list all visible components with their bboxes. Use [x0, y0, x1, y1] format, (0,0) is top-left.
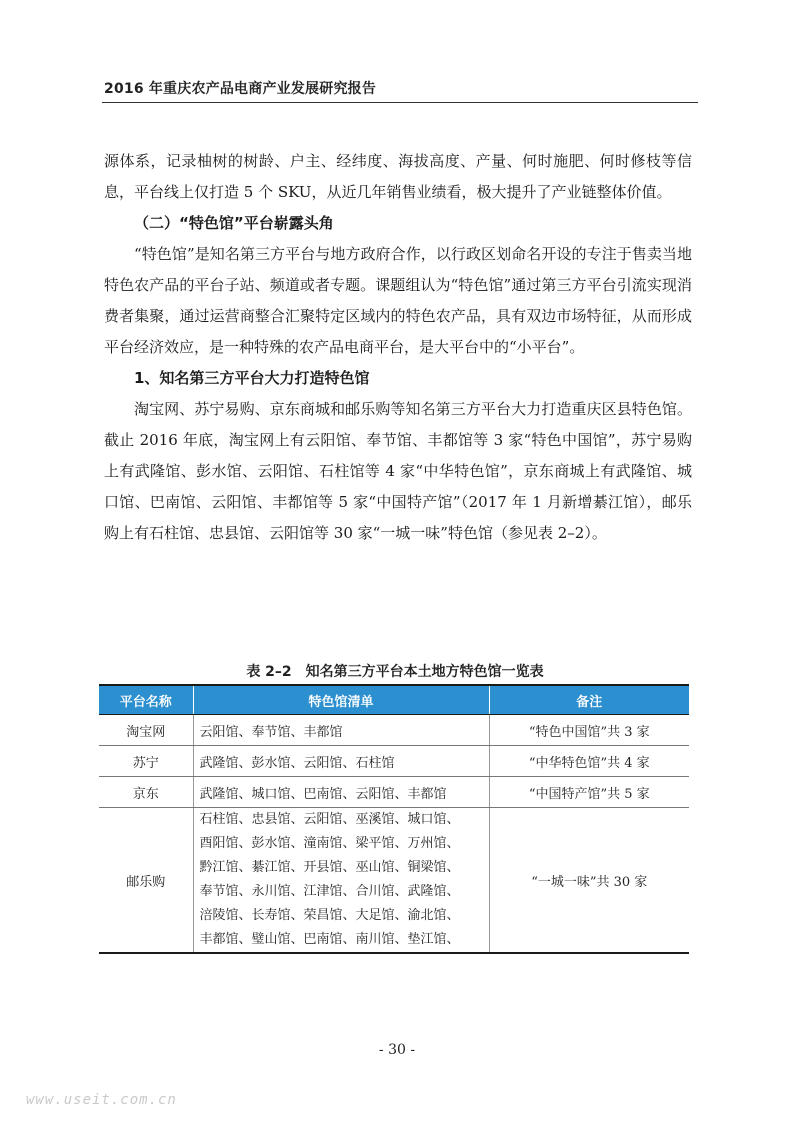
- table-row: [99, 808, 689, 954]
- paragraph-special-pavilion-definition: “特色馆”是知名第三方平台与地方政府合作，以行政区划命名开设的专注于售卖当地特色农产品的平台子站、频道或者专题。课题组认为“特色馆”通过第三方平台引流实现消费者集聚，通过运营商整合汇聚特定区域内的特色农产品，具有双边市场特征，从而形成平台经济效应，是一种特殊的农产品电商平台，是大平台中的“小平台”。: [104, 245, 692, 356]
- table-caption: 表 2–2 知名第三方平台本土地方特色馆一览表: [246, 664, 544, 680]
- column-header-pavilion-list: 特色馆清单: [193, 685, 489, 715]
- platform-cell: 京东: [99, 777, 193, 808]
- paragraph-platform-pavilions: 淘宝网、苏宁易购、京东商城和邮乐购等知名第三方平台大力打造重庆区县特色馆。截止 2016 年底，淘宝网上有云阳馆、奉节馆、丰都馆等 3 家“特色中国馆”，苏宁易购上有武隆馆、彭水馆、云阳馆、石柱馆等 4 家“中华特色馆”，京东商城上有武隆馆、城口馆、巴南馆、云阳馆、丰都馆等 5 家“中国特产馆”（2017 年 1 月新增綦江馆），邮乐购上有石柱馆、忠县馆、云阳馆等 30 家“一城一味”特色馆（参见表 2–2）。: [104, 400, 692, 542]
- running-header-title: 2016 年重庆农产品电商产业发展研究报告: [104, 81, 377, 97]
- site-watermark: www.useit.com.cn: [26, 1092, 177, 1108]
- note-cell: “中华特色馆”共 4 家: [489, 746, 689, 777]
- table-header-row: [99, 685, 689, 715]
- pavilion-list-cell: [193, 808, 489, 954]
- table-row: [99, 777, 689, 808]
- pavilion-list-line: 黔江馆、綦江馆、开县馆、巫山馆、铜梁馆、: [199, 860, 460, 875]
- platform-cell: 苏宁: [99, 746, 193, 777]
- pavilion-list-line: 丰都馆、璧山馆、巴南馆、南川馆、垫江馆、: [199, 932, 460, 947]
- header-divider: [102, 102, 698, 103]
- subsection-heading-platforms: 1、知名第三方平台大力打造特色馆: [134, 369, 370, 387]
- table-row: [99, 746, 689, 777]
- note-cell: “中国特产馆”共 5 家: [489, 777, 689, 808]
- note-cell: “特色中国馆”共 3 家: [489, 715, 689, 746]
- section-heading-special-pavilion: （二）“特色馆”平台崭露头角: [134, 214, 334, 232]
- column-header-note: 备注: [489, 685, 689, 715]
- pavilion-list-line: 涪陵馆、长寿馆、荣昌馆、大足馆、渝北馆、: [199, 908, 460, 923]
- note-cell: “一城一味”共 30 家: [489, 808, 689, 954]
- table-row: [99, 715, 689, 746]
- pavilion-list-cell: 云阳馆、奉节馆、丰都馆: [193, 715, 489, 746]
- pavilion-list-line: 奉节馆、永川馆、江津馆、合川馆、武隆馆、: [199, 884, 460, 899]
- page-number: - 30 -: [378, 1042, 416, 1058]
- pavilion-list-line: 石柱馆、忠县馆、云阳馆、巫溪馆、城口馆、: [199, 812, 460, 827]
- column-header-platform: 平台名称: [99, 685, 193, 715]
- platform-cell: 邮乐购: [99, 808, 193, 954]
- pavilion-list-cell: 武隆馆、城口馆、巴南馆、云阳馆、丰都馆: [193, 777, 489, 808]
- pavilion-list-line: 酉阳馆、彭水馆、潼南馆、梁平馆、万州馆、: [199, 836, 460, 851]
- pavilion-list-cell: 武隆馆、彭水馆、云阳馆、石柱馆: [193, 746, 489, 777]
- pavilion-table: [99, 684, 689, 954]
- body-text-block: [104, 146, 692, 549]
- paragraph-continuation: 源体系，记录柚树的树龄、户主、经纬度、海拔高度、产量、何时施肥、何时修枝等信息，平台线上仅打造 5 个 SKU，从近几年销售业绩看，极大提升了产业链整体价值。: [104, 152, 692, 201]
- platform-cell: 淘宝网: [99, 715, 193, 746]
